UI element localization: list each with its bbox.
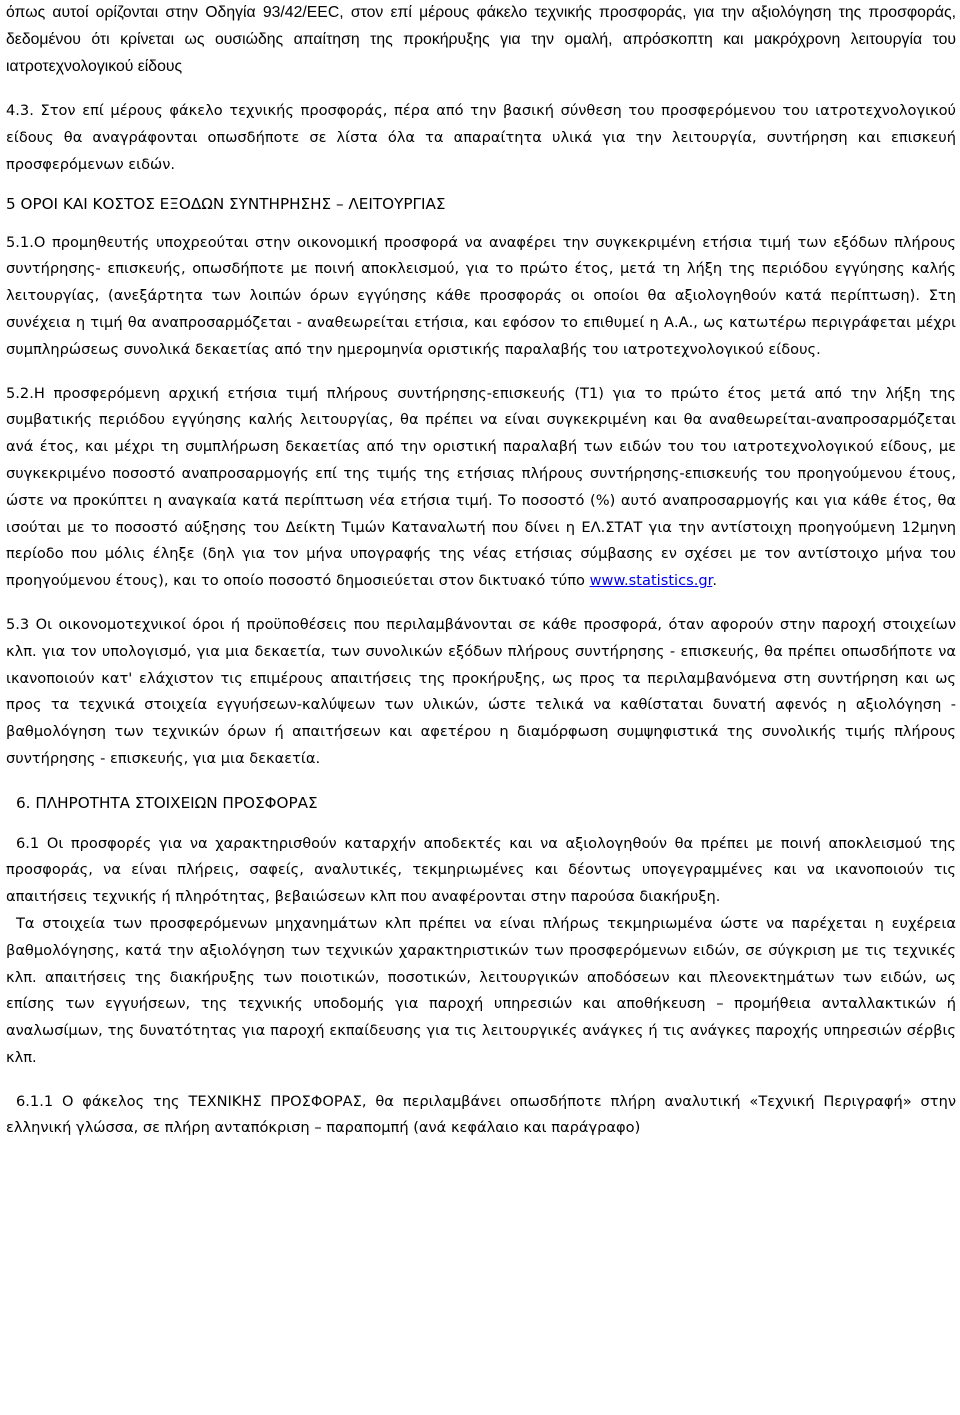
- section-4-3-text: Στον επί μέρους φάκελο τεχνικής προσφοράς, πέρα από την βασική σύνθεση του προσφερόμενου του ιατροτεχνολογικού είδους θα αναγράφονται οπωσδήποτε σε λίστα όλα τα απαραίτητα υλικά για την λειτουργία, συντήρηση και επισκευή προσφερόμενων ειδών.: [6, 102, 956, 173]
- intro-paragraph: όπως αυτοί ορίζονται στην Οδηγία 93/42/ΕΕC, στον επί μέρους φάκελο τεχνικής προσφοράς, για την αξιολόγηση της προσφοράς, δεδομένου ότι κρίνεται ως ουσιώδης απαίτηση της προκήρυξης για την ομαλή, απρόσκοπτη και μακρόχρονη λειτουργία του ιατροτεχνολογικού είδους: [6, 4, 956, 75]
- section-5-1: 5.1.Ο προμηθευτής υποχρεούται στην οικονομική προσφορά να αναφέρει την συγκεκριμένη ετήσια τιμή των εξόδων πλήρους συντήρησης- επισκευής, οπωσδήποτε με ποινή αποκλεισμού, για το πρώτο έτος, μετά τη λήξη της περιόδου εγγύησης καλής λειτουργίας, (ανεξάρτητα των λοιπών όρων εγγύησης κάθε προσφοράς οι οποίοι θα αξιολογηθούν κατά περίπτωση). Στη συνέχεια η τιμή θα αναπροσαρμόζεται - αναθεωρείται ετήσια, και εφόσον το επιθυμεί η Α.Α., ως κατωτέρω περιγράφεται μέχρι συμπληρώσεως συνολικά δεκαετίας από την ημερομηνία οριστικής παραλαβής του ιατροτεχνολογικού είδους.: [6, 233, 956, 358]
- section-5-2: [6, 381, 956, 595]
- section-5-heading: 5 ΟΡΟΙ ΚΑΙ ΚΟΣΤΟΣ ΕΞΟΔΩΝ ΣΥΝΤΗΡΗΣΗΣ – ΛΕΙΤΟΥΡΓΙΑΣ: [6, 194, 446, 213]
- section-6-1-continued: Τα στοιχεία των προσφερόμενων μηχανημάτων κλπ πρέπει να είναι πλήρως τεκμηριωμένα ώστε να παρέχεται η ευχέρεια βαθμολόγησης, κατά την αξιολόγηση των τεχνικών χαρακτηριστικών των προσφερόμενων ειδών, σε σύγκριση με τις τεχνικές κλπ. απαιτήσεις της διακήρυξης των ποιοτικών, ποσοτικών, λειτουργικών αποδόσεων και πλεονεκτημάτων των ειδών, ως επίσης των εγγυήσεων, της τεχνικής υποδομής για παροχή υπηρεσιών και αποθήκευση – προμήθεια ανταλλακτικών ή αναλωσίμων, της δυνατότητας για παροχή εκπαίδευσης για τις λειτουργικές ανάγκες ή τις ανάγκες παροχής υπηρεσιών σέρβις κλπ.: [6, 914, 956, 1066]
- section-5-2-text: 5.2.Η προσφερόμενη αρχική ετήσια τιμή πλήρους συντήρησης-επισκευής (Τ1) για το πρώτο έτος μετά από την λήξη της συμβατικής περιόδου εγγύησης καλής λειτουργίας, θα πρέπει να είναι συγκεκριμένη και θα αναθεωρείται-αναπροσαρμόζεται ανά έτος, και μέχρι τη συμπλήρωση δεκαετίας από την οριστική παραλαβή των ειδών του του ιατροτεχνολογικού είδους, με συγκεκριμένο ποσοστό αναπροσαρμογής επί της τιμής της ετήσιας πλήρους συντήρησης-επισκευής του προηγούμενου έτους, ώστε να προκύπτει η αναγκαία κατά περίπτωση νέα ετήσια τιμή. Το ποσοστό (%) αυτό αναπροσαρμογής και για κάθε έτος, θα ισούται με το ποσοστό αύξησης του Δείκτη Τιμών Καταναλωτή που δίνει η ΕΛ.ΣΤΑΤ για την αντίστοιχη προηγούμενη 12μηνη περίοδο που μόλις έληξε (δηλ για τον μήνα υπογραφής της νέας ετήσιας σύμβασης εν σχέσει με τον αντίστοιχο μήνα του προηγούμενου έτους), και το οποίο ποσοστό δημοσιεύεται στον δικτυακό τύπο: [6, 384, 956, 590]
- section-4-3-number: 4.3.: [6, 102, 34, 120]
- statistics-link[interactable]: www.statistics.gr: [589, 572, 713, 590]
- section-5-2-period: .: [712, 572, 717, 590]
- section-5-3: 5.3 Οι οικονομοτεχνικοί όροι ή προϋποθέσεις που περιλαμβάνονται σε κάθε προσφορά, όταν αφορούν στην παροχή στοιχείων κλπ. για τον υπολογισμό, για μια δεκαετία, των συνολικών εξόδων πλήρους συντήρησης - επισκευής, θα πρέπει οπωσδήποτε να ικανοποιούν κατ' ελάχιστον τις επιμέρους απαιτήσεις της προκήρυξης, ως προς τα περιλαμβανόμενα στη συντήρηση και ως προς τα τεχνικά στοιχεία εγγυήσεων-καλύψεων των υλικών, ώστε τελικά να καθίσταται δυνατή αφενός η αξιολόγηση - βαθμολόγηση των τεχνικών όρων ή απαιτήσεων και αφετέρου η διαμόρφωση συμψηφιστικά της συνολικής τιμής πλήρους συντήρησης - επισκευής, για μια δεκαετία.: [6, 615, 956, 767]
- section-6-heading: 6. ΠΛΗΡΟΤΗΤΑ ΣΤΟΙΧΕΙΩΝ ΠΡΟΣΦΟΡΑΣ: [16, 793, 318, 812]
- section-4-3: [6, 98, 956, 178]
- section-6-1: 6.1 Οι προσφορές για να χαρακτηρισθούν καταρχήν αποδεκτές και να αξιολογηθούν θα πρέπει με ποινή αποκλεισμού της προσφοράς, να είναι πλήρεις, σαφείς, αναλυτικές, τεκμηριωμένες και δέοντως υπογεγραμμένες και να ικανοποιούν τις απαιτήσεις τεχνικής ή πληρότητας, βεβαιώσεων κλπ που αναφέρονται στην παρούσα διακήρυξη.: [6, 834, 956, 906]
- section-6-1-1: 6.1.1 Ο φάκελος της ΤΕΧΝΙΚΗΣ ΠΡΟΣΦΟΡΑΣ, θα περιλαμβάνει οπωσδήποτε πλήρη αναλυτική «Τεχνική Περιγραφή» στην ελληνική γλώσσα, σε πλήρη ανταπόκριση – παραπομπή (ανά κεφάλαιο και παράγραφο): [6, 1092, 956, 1137]
